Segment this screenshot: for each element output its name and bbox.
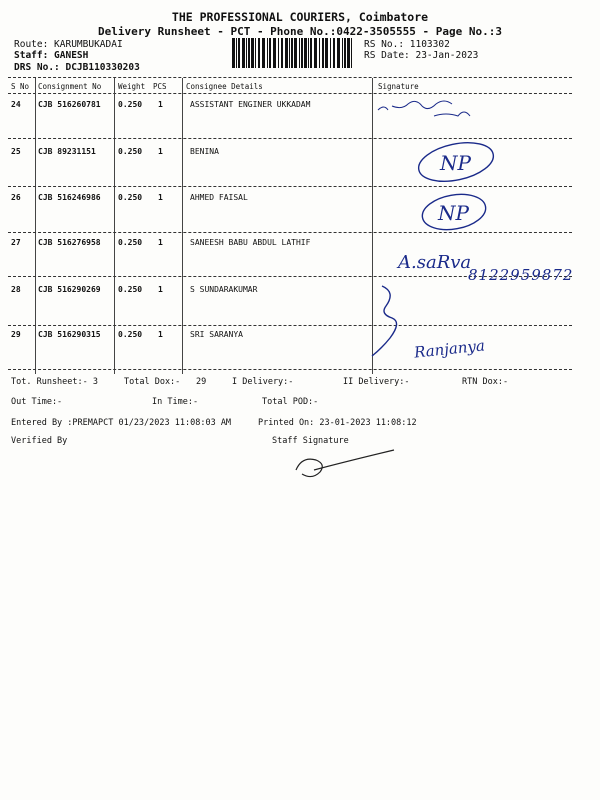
row-consignee: SRI SARANYA [190, 330, 243, 339]
col-header-pcs: PCS [153, 82, 167, 91]
row-sno: 28 [11, 285, 21, 294]
row-pcs: 1 [158, 330, 163, 339]
row-consignee: BENINA [190, 147, 219, 156]
row-weight: 0.250 [118, 193, 143, 202]
printed-on: Printed On: 23-01-2023 11:08:12 [258, 418, 417, 428]
row-consignment: CJB 89231151 [38, 147, 96, 156]
row-pcs: 1 [158, 147, 163, 156]
staff-signature-mark [290, 448, 400, 484]
table-header-rule [8, 93, 572, 94]
total-dox-label: Total Dox:- [124, 377, 181, 387]
entered-by: Entered By :PREMAPCT 01/23/2023 11:08:03 AM [11, 418, 232, 428]
handwritten-name-row29: Ranjanya [413, 336, 486, 362]
handwritten-name-row27: A.saRva [398, 252, 472, 273]
np-mark-row25 [412, 140, 502, 186]
row-weight: 0.250 [118, 238, 143, 247]
table-top-rule [8, 77, 572, 78]
handwritten-phone-row27: 8122959872 [468, 266, 574, 284]
total-pod: Total POD:- [262, 397, 319, 407]
row-consignment: CJB 516260781 [38, 100, 101, 109]
row-sno: 27 [11, 238, 21, 247]
col-header-consignee: Consignee Details [186, 82, 263, 91]
rtn-dox: RTN Dox:- [462, 377, 509, 387]
i-delivery: I Delivery:- [232, 377, 294, 387]
out-time: Out Time:- [11, 397, 63, 407]
row-consignment: CJB 516290269 [38, 285, 101, 294]
table-bottom-rule [8, 369, 572, 370]
row-sno: 24 [11, 100, 21, 109]
row-consignee: S SUNDARAKUMAR [190, 285, 258, 294]
row-consignment: CJB 516246986 [38, 193, 101, 202]
row-weight: 0.250 [118, 330, 143, 339]
row-sno: 29 [11, 330, 21, 339]
row-weight: 0.250 [118, 147, 143, 156]
row-sno: 26 [11, 193, 21, 202]
company-title: THE PROFESSIONAL COURIERS, Coimbatore [171, 10, 429, 24]
np-text: NP [440, 151, 471, 175]
col-divider [114, 78, 115, 374]
row-consignee: ASSISTANT ENGINER UKKADAM [190, 100, 311, 109]
np-mark-row26 [416, 190, 496, 234]
staff-label: Staff: GANESH [14, 50, 89, 61]
staff-signature-label: Staff Signature [272, 436, 349, 446]
rs-number: RS No.: 1103302 [364, 39, 450, 50]
in-time: In Time:- [152, 397, 199, 407]
route-label: Route: KARUMBUKADAI [14, 39, 123, 50]
tot-runsheet: Tot. Runsheet:- 3 [11, 377, 98, 387]
np-text: NP [438, 201, 469, 225]
col-header-sno: S No [11, 82, 30, 91]
row-rule [8, 138, 572, 139]
row-weight: 0.250 [118, 100, 143, 109]
bracket-mark-rows28-29 [368, 282, 408, 360]
col-divider [35, 78, 36, 374]
row-pcs: 1 [158, 285, 163, 294]
row-consignment: CJB 516276958 [38, 238, 101, 247]
row-rule [8, 186, 572, 187]
barcode-image [232, 38, 356, 68]
col-header-weight: Weight [118, 82, 146, 91]
col-header-signature: Signature [378, 82, 419, 91]
col-divider [182, 78, 183, 374]
row-pcs: 1 [158, 100, 163, 109]
row-consignee: SANEESH BABU ABDUL LATHIF [190, 238, 311, 247]
drs-number: DRS No.: DCJB110330203 [14, 62, 140, 73]
row-pcs: 1 [158, 238, 163, 247]
row-weight: 0.250 [118, 285, 143, 294]
signature-row24 [374, 96, 484, 126]
runsheet-subtitle: Delivery Runsheet - PCT - Phone No.:0422-3505555 - Page No.:3 [98, 25, 502, 38]
row-rule [8, 325, 572, 326]
rs-date: RS Date: 23-Jan-2023 [364, 50, 479, 61]
verified-by: Verified By [11, 436, 68, 446]
row-sno: 25 [11, 147, 21, 156]
row-consignment: CJB 516290315 [38, 330, 101, 339]
row-consignee: AHMED FAISAL [190, 193, 248, 202]
row-pcs: 1 [158, 193, 163, 202]
total-dox-value: 29 [196, 377, 207, 387]
col-header-consignment: Consignment No [38, 82, 102, 91]
ii-delivery: II Delivery:- [343, 377, 410, 387]
